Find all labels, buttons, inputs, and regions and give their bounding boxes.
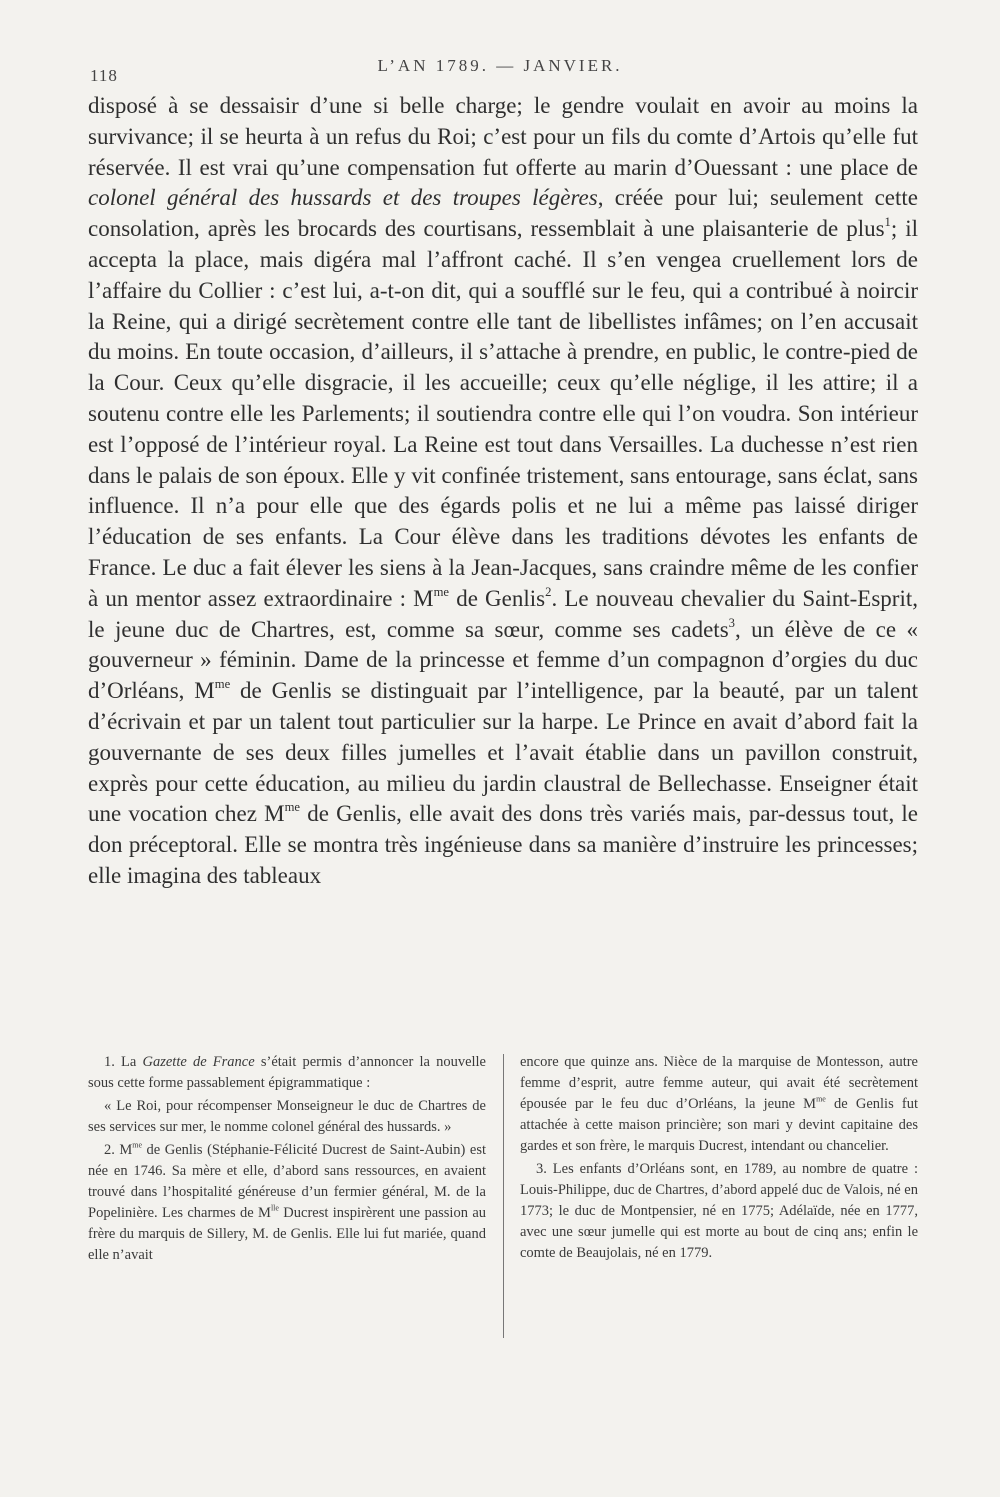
italic-title: colonel général des hussards et des troupes légères — [88, 185, 598, 211]
running-head: L’AN 1789. — JANVIER. — [377, 56, 623, 75]
footnotes — [88, 1052, 918, 1338]
column-divider — [503, 1054, 504, 1338]
text-run: 1. La — [104, 1054, 143, 1070]
text-run: de Genlis, elle avait des dons très variés mais, par-dessus tout, le don préceptoral. Elle se montra très ingénieuse dans sa manière d’instruire les princesses; elle imagina des tableaux — [88, 801, 918, 888]
footnote-2 — [88, 1140, 486, 1266]
footnote-ref-2: 2 — [545, 584, 552, 599]
text-run: encore que quinze ans. Nièce de la marquise de Montesson, autre femme d’esprit, autre femme auteur, qui avait été secrètement épousée par le feu duc d’Orléans, la jeune M — [520, 1054, 918, 1112]
page-number: 118 — [90, 66, 118, 85]
superscript: me — [433, 584, 450, 599]
superscript: me — [132, 1140, 143, 1150]
text-run: de Genlis (Stéphanie-Félicité Ducrest de Saint-Aubin) est née en 1746. Sa mère et elle, d’abord sans ressources, en avaient trouvé dans l’hospitalité généreuse d’un fermier général, M. de la Popelinière. Les charmes de M — [88, 1142, 486, 1221]
main-text — [88, 91, 918, 892]
text-run: , un élève de ce « gouverneur » féminin. Dame de la princesse et femme d’un compagnon d’orgies du duc d’Orléans, M — [88, 616, 918, 704]
main-paragraph — [88, 91, 918, 892]
text-run: s’était permis d’annoncer la nouvelle sous cette forme passablement épigrammatique : — [88, 1054, 486, 1091]
footnote-ref-1: 1 — [884, 215, 891, 230]
footnote-ref-3: 3 — [728, 615, 735, 630]
text-run: 2. M — [104, 1142, 133, 1158]
footnote-1 — [88, 1052, 486, 1094]
text-run: de Genlis fut attachée à cette maison princière; son mari y devint capitaine des gardes et son frère, le marquis Ducrest, intendant ou chancelier. — [520, 1096, 918, 1154]
text-run: , créée pour lui; seulement cette consolation, après les brocards des courtisans, ressemblait à une plaisanterie de plus — [88, 185, 918, 242]
superscript: me — [284, 800, 301, 815]
superscript: lle — [270, 1203, 279, 1213]
footnote-column-right — [520, 1052, 918, 1338]
footnote-3: 3. Les enfants d’Orléans sont, en 1789, au nombre de quatre : Louis-Philippe, duc de Chartres, d’abord appelé duc de Valois, né en 1773; le duc de Montpensier, né en 1775; Adélaïde, née en 1777, avec une sœur jumelle qui est morte au bout de cinq ans; enfin le comte de Beaujolais, né en 1779. — [520, 1161, 918, 1261]
footnote-2-continued — [520, 1052, 918, 1157]
text-run: disposé à se dessaisir d’une si belle charge; le gendre voulait en avoir au moins la survivance; il se heurta à un refus du Roi; c’est pour un fils du comte d’Artois qu’elle fut réservée. Il est vrai qu’une compensation fut offerte au marin d’Ouessant : une place de — [88, 93, 918, 180]
italic-title: Gazette de France — [142, 1054, 255, 1070]
text-run: Ducrest inspirèrent une passion au frère du marquis de Sillery, M. de Genlis. Elle lui fut mariée, quand elle n’avait — [88, 1205, 486, 1263]
superscript: me — [214, 677, 231, 692]
text-run: . Le nouveau chevalier du Saint-Esprit, le jeune duc de Chartres, est, comme sa sœur, comme ses cadets — [88, 585, 918, 642]
text-run: de Genlis se distinguait par l’intelligence, par la beauté, par un talent d’écrivain et par un talent tout particulier sur la harpe. Le Prince en avait d’abord fait la gouvernante de ses deux filles jumelles et l’avait établie dans un pavillon construit, exprès pour cette éducation, au milieu du jardin claustral de Bellechasse. Enseigner était une vocation chez M — [88, 678, 918, 827]
footnote-1-quote: « Le Roi, pour récompenser Monseigneur le duc de Chartres de ses services sur mer, le nomme colonel général des hussards. » — [88, 1098, 486, 1135]
superscript: me — [816, 1094, 826, 1104]
text-run: de Genlis — [449, 585, 546, 611]
text-run: ; il accepta la place, mais digéra mal l’affront caché. Il s’en vengea cruellement lors de l’affaire du Collier : c’est lui, a-t-on dit, qui a soufflé sur le feu, qui a contribué à noircir la Reine, qui a dirigé secrètement contre elle tant de libellistes infâmes; on l’en accusait du moins. En toute occasion, d’ailleurs, il s’attache à prendre, en public, le contre-pied de la Cour. Ceux qu’elle disgracie, il les accueille; ceux qu’elle néglige, il les attire; il a soutenu contre elle les Parlements; il soutiendra contre elle qui l’on voudra. Son intérieur est l’opposé de l’intérieur royal. La Reine est tout dans Versailles. La duchesse n’est rien dans le palais de son époux. Elle y vit confinée tristement, sans entourage, sans éclat, sans influence. Il n’a pour elle que des égards polis et ne lui a même pas laissé diriger l’éducation de ses enfants. La Cour élève dans les traditions dévotes les enfants de France. Le duc a fait élever les siens à la Jean-Jacques, sans craindre même de les confier à un mentor assez extraordinaire : M — [88, 216, 919, 611]
footnote-column-left — [88, 1052, 486, 1338]
